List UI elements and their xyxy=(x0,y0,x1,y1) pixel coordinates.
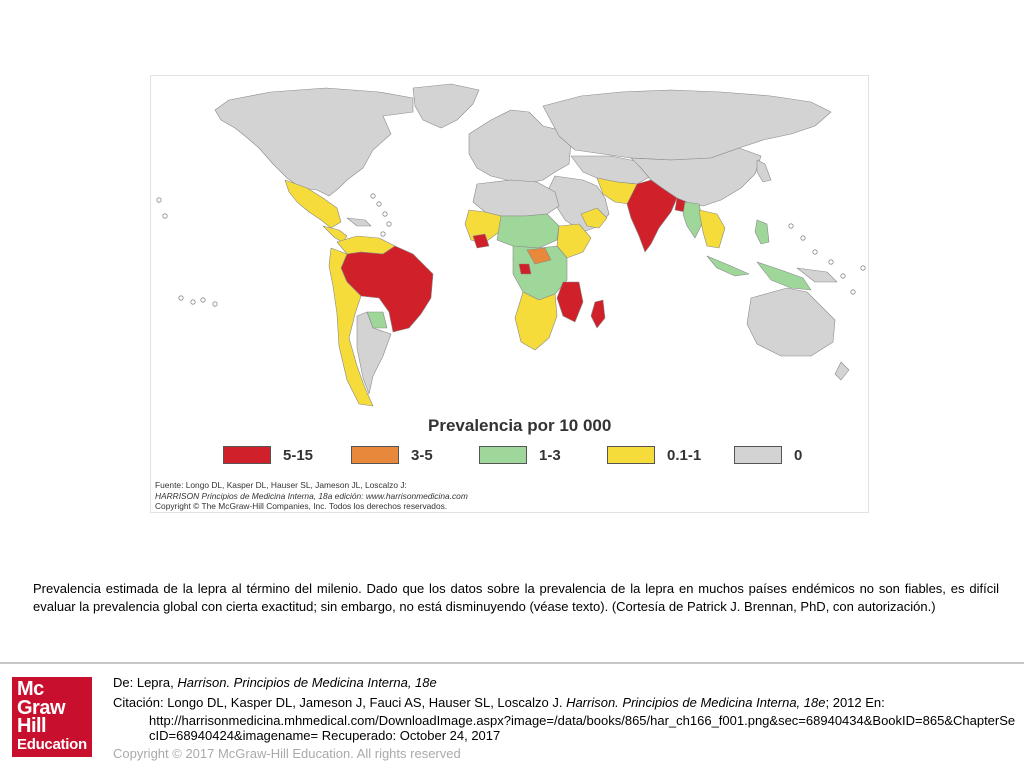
region-central-america xyxy=(323,226,347,242)
copyright-notice: Copyright © 2017 McGraw-Hill Education. All rights reserved xyxy=(113,746,461,761)
region-south-america-north xyxy=(337,236,395,254)
island-marker xyxy=(841,274,845,278)
logo-text: Hill xyxy=(17,715,47,737)
region-indonesia-west xyxy=(707,256,749,276)
legend-swatch xyxy=(734,446,782,464)
island-marker xyxy=(861,266,865,270)
island-marker xyxy=(829,260,833,264)
region-new-zealand xyxy=(835,362,849,380)
region-australia xyxy=(747,288,835,356)
island-marker xyxy=(191,300,195,304)
region-southern-africa xyxy=(515,292,557,350)
legend-label: 0 xyxy=(794,446,803,464)
source-line: Fuente: Longo DL, Kasper DL, Hauser SL, Jameson JL, Loscalzo J: xyxy=(155,480,407,490)
world-map xyxy=(151,76,870,414)
reference-from-title: Harrison. Principios de Medicina Interna, 18e xyxy=(177,675,437,690)
legend-label: 1-3 xyxy=(539,446,561,464)
region-japan-korea xyxy=(757,160,771,182)
legend-label: 5-15 xyxy=(283,446,314,464)
region-brazil xyxy=(341,246,433,332)
source-line: Copyright © The McGraw-Hill Companies, Inc. Todos los derechos reservados. xyxy=(155,501,448,511)
island-marker xyxy=(371,194,375,198)
logo-text: Graw xyxy=(17,696,66,719)
mcgraw-hill-education-logo xyxy=(12,677,92,757)
region-madagascar xyxy=(591,300,605,328)
reference-from-prefix: De: Lepra, xyxy=(113,675,178,690)
island-marker xyxy=(387,222,391,226)
island-marker xyxy=(377,202,381,206)
legend-item-3-5 xyxy=(351,446,433,464)
legend-item-5-15 xyxy=(223,446,313,464)
legend-swatch xyxy=(223,446,271,464)
island-marker xyxy=(157,198,161,202)
legend-swatch xyxy=(351,446,399,464)
island-marker xyxy=(163,214,167,218)
island-marker xyxy=(201,298,205,302)
region-myanmar xyxy=(683,202,703,238)
region-russia-asia xyxy=(543,90,831,160)
island-marker xyxy=(381,232,385,236)
legend-swatch xyxy=(607,446,655,464)
footer-divider xyxy=(0,662,1024,664)
legend-item-0 xyxy=(734,446,802,464)
source-line: HARRISON Principios de Medicina Interna, 18a edición: www.harrisonmedicina.com xyxy=(155,490,468,501)
region-sahel xyxy=(497,214,559,248)
legend-label: 0.1-1 xyxy=(667,446,702,464)
region-north-america xyxy=(215,88,413,196)
legend-item-0-1-1 xyxy=(607,446,701,464)
legend-label: 3-5 xyxy=(411,446,433,464)
citation-url[interactable]: http://harrisonmedicina.mhmedical.com/DownloadImage.aspx?image=/data/books/865/har_ch166_f001.png&sec=68940434&BookID=865&ChapterSecID=68940424&imagename= Recuperado: October 24, 2017 xyxy=(149,713,1016,743)
leprosy-prevalence-figure xyxy=(150,75,869,513)
island-marker xyxy=(383,212,387,216)
region-congo-small xyxy=(519,264,531,274)
region-indonesia-east xyxy=(757,262,811,290)
logo-text: Mc xyxy=(17,678,44,700)
citation-prefix: Citación: Longo DL, Kasper DL, Jameson J, Fauci AS, Hauser SL, Loscalzo J. xyxy=(113,695,567,710)
island-marker xyxy=(851,290,855,294)
citation-suffix: ; 2012 En: xyxy=(825,695,885,710)
region-greenland xyxy=(413,84,479,128)
island-marker xyxy=(789,224,793,228)
island-marker xyxy=(813,250,817,254)
figure-caption: Prevalencia estimada de la lepra al término del milenio. Dado que los datos sobre la prevalencia de la lepra en muchos países endémicos no son fiables, es difícil evaluar la prevalencia global con cierta exactitud; sin embargo, no está disminuyendo (véase texto). (Cortesía de Patrick J. Brennan, PhD, con autorización.) xyxy=(33,581,999,614)
region-southeast-asia xyxy=(699,210,725,248)
island-marker xyxy=(179,296,183,300)
legend-swatch xyxy=(479,446,527,464)
region-caribbean xyxy=(347,218,371,226)
reference-citation xyxy=(113,695,885,710)
reference-from xyxy=(113,675,437,690)
legend-item-1-3 xyxy=(479,446,561,464)
citation-title: Harrison. Principios de Medicina Interna, 18e xyxy=(566,695,826,710)
logo-text: Education xyxy=(17,735,87,753)
region-tanzania-mozambique xyxy=(557,282,583,322)
region-africa-north xyxy=(473,180,559,216)
island-marker xyxy=(213,302,217,306)
source-credit xyxy=(155,480,715,512)
region-philippines xyxy=(755,220,769,244)
island-marker xyxy=(801,236,805,240)
legend-title: Prevalencia por 10 000 xyxy=(428,416,612,435)
